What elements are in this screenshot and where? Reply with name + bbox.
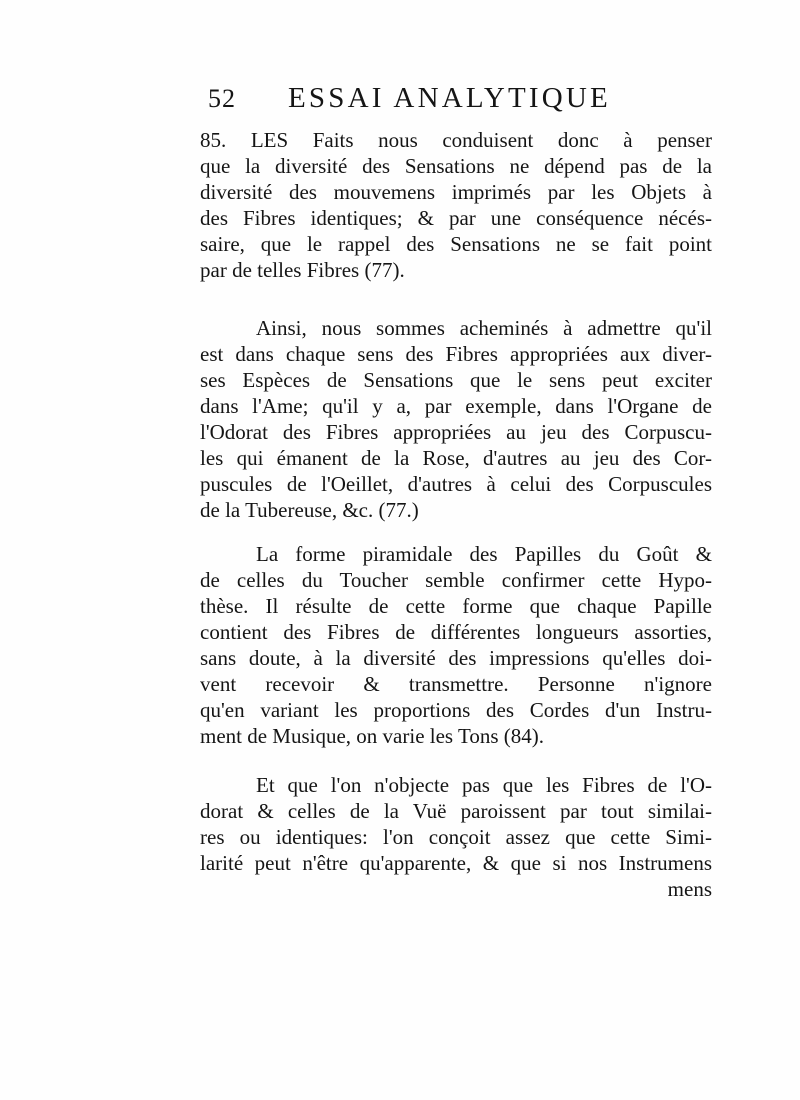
paragraph-line: diversité des mouvemens imprimés par les Objets à bbox=[200, 180, 712, 204]
paragraph-et-que bbox=[200, 772, 712, 902]
paragraph-line: les qui émanent de la Rose, d'autres au jeu des Cor- bbox=[200, 446, 712, 470]
paragraph-line: La forme piramidale des Papilles du Goût & bbox=[256, 542, 712, 566]
paragraph-line: contient des Fibres de différentes longueurs assorties, bbox=[200, 620, 712, 644]
paragraph-line: larité peut n'être qu'apparente, & que si nos Instrumens bbox=[200, 851, 712, 875]
paragraph-line: res ou identiques: l'on conçoit assez que cette Simi- bbox=[200, 825, 712, 849]
paragraph-line: ses Espèces de Sensations que le sens peut exciter bbox=[200, 368, 712, 392]
paragraph-ainsi bbox=[200, 315, 712, 523]
paragraph-forme bbox=[200, 541, 712, 749]
paragraph-line: des Fibres identiques; & par une conséquence nécés- bbox=[200, 206, 712, 230]
paragraph-line: 85. LES Faits nous conduisent donc à penser bbox=[200, 128, 712, 152]
paragraph-line: qu'en variant les proportions des Cordes d'un Instru- bbox=[200, 698, 712, 722]
paragraph-line: est dans chaque sens des Fibres appropriées aux diver- bbox=[200, 342, 712, 366]
paragraph-85 bbox=[200, 127, 712, 283]
paragraph-line: ment de Musique, on varie les Tons (84). bbox=[200, 724, 544, 748]
paragraph-line: puscules de l'Oeillet, d'autres à celui des Corpuscules bbox=[200, 472, 712, 496]
running-title: ESSAI ANALYTIQUE bbox=[288, 82, 611, 114]
paragraph-line: saire, que le rappel des Sensations ne se fait point bbox=[200, 232, 712, 256]
paragraph-line: thèse. Il résulte de cette forme que chaque Papille bbox=[200, 594, 712, 618]
paragraph-line: dorat & celles de la Vuë paroissent par tout similai- bbox=[200, 799, 712, 823]
page-number: 52 bbox=[208, 84, 236, 113]
paragraph-line: par de telles Fibres (77). bbox=[200, 258, 405, 282]
paragraph-line: Ainsi, nous sommes acheminés à admettre qu'il bbox=[256, 316, 712, 340]
paragraph-line: sans doute, à la diversité des impressions qu'elles doi- bbox=[200, 646, 712, 670]
paragraph-line: de la Tubereuse, &c. (77.) bbox=[200, 498, 419, 522]
paragraph-line: vent recevoir & transmettre. Personne n'ignore bbox=[200, 672, 712, 696]
paragraph-line: l'Odorat des Fibres appropriées au jeu des Corpuscu- bbox=[200, 420, 712, 444]
paragraph-line: Et que l'on n'objecte pas que les Fibres de l'O- bbox=[256, 773, 712, 797]
paragraph-line: dans l'Ame; qu'il y a, par exemple, dans l'Organe de bbox=[200, 394, 712, 418]
catchword: mens bbox=[667, 877, 712, 901]
page-header bbox=[208, 80, 638, 120]
paragraph-line: de celles du Toucher semble confirmer cette Hypo- bbox=[200, 568, 712, 592]
paragraph-line: que la diversité des Sensations ne dépend pas de la bbox=[200, 154, 712, 178]
